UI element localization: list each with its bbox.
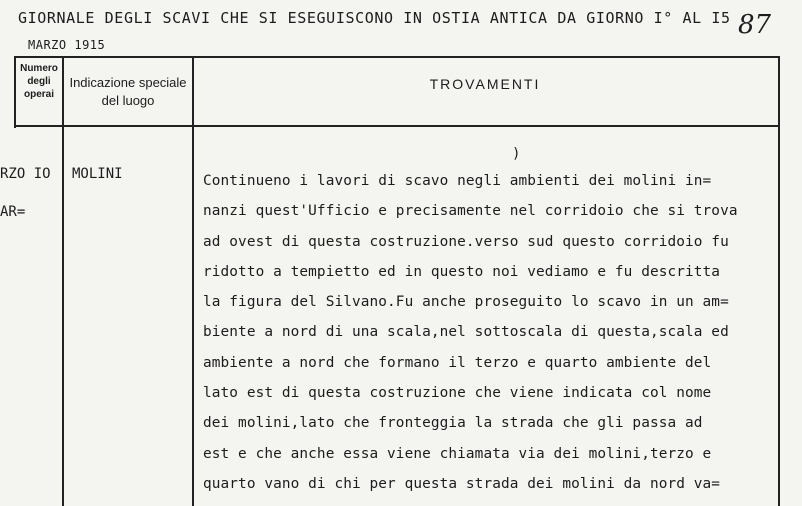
column-header-indicazione: Indicazione speciale del luogo bbox=[69, 75, 187, 108]
text-line: nanzi quest'Ufficio e precisamente nel corridoio che si trova bbox=[203, 203, 738, 220]
table-top-rule bbox=[14, 56, 780, 58]
text-line: dei molini,lato che fronteggia la strada che gli passa ad bbox=[203, 415, 703, 432]
trovamenti-text bbox=[203, 166, 783, 499]
column-divider-numero bbox=[62, 56, 64, 506]
text-line: Continueno i lavori di scavo negli ambienti dei molini in= bbox=[203, 173, 712, 189]
text-line: ridotto a tempietto ed in questo noi vediamo e fu descritta bbox=[203, 263, 721, 280]
text-line: est e che anche essa viene chiamata via dei molini,terzo e bbox=[203, 445, 712, 462]
entry-date-fragment-2: AR= bbox=[0, 204, 26, 220]
text-line: ambiente a nord che formano il terzo e quarto ambiente del bbox=[203, 354, 712, 371]
text-line: lato est di questa costruzione che viene indicata col nome bbox=[203, 385, 712, 402]
text-line: biente a nord di una scala,nel sottoscala di questa,scala ed bbox=[203, 324, 729, 341]
text-line: ad ovest di questa costruzione.verso sud questo corridoio fu bbox=[203, 233, 729, 250]
table-header-rule bbox=[14, 125, 780, 127]
journal-date: MARZO 1915 bbox=[28, 38, 106, 52]
pencil-mark: ) bbox=[512, 146, 521, 162]
journal-title: GIORNALE DEGLI SCAVI CHE SI ESEGUISCONO IN OSTIA ANTICA DA GIORNO I° AL I5 bbox=[18, 9, 731, 27]
column-header-numero: Numero degli operai bbox=[20, 63, 58, 100]
entry-place: MOLINI bbox=[72, 166, 123, 182]
text-line: quarto vano di chi per questa strada dei molini da nord va= bbox=[203, 475, 721, 492]
text-line: la figura del Silvano.Fu anche proseguito lo scavo in un am= bbox=[203, 294, 729, 311]
entry-date-fragment: RZO IO bbox=[0, 166, 51, 182]
column-header-trovamenti: TROVAMENTI bbox=[429, 76, 541, 92]
page-number: 87 bbox=[738, 10, 772, 40]
column-divider-luogo bbox=[192, 56, 194, 506]
